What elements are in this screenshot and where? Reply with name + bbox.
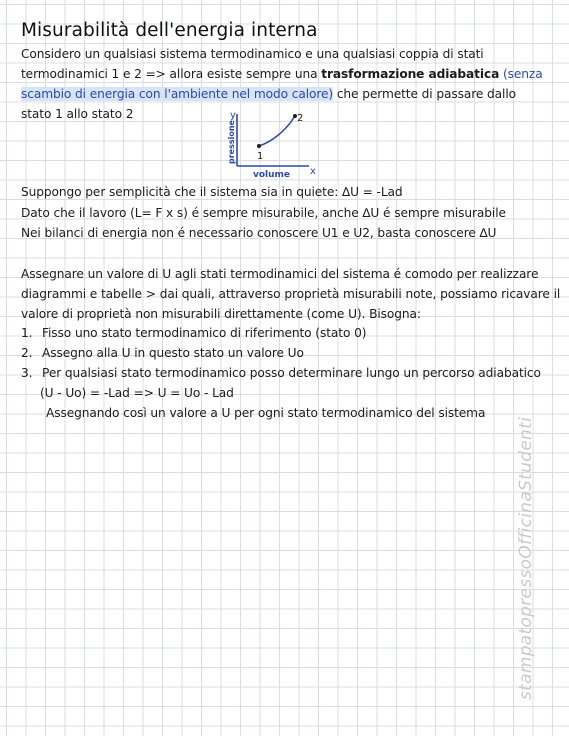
- y-axis-letter: y: [230, 110, 236, 121]
- list-item: [21, 365, 541, 381]
- list-item: [21, 325, 366, 341]
- intro-line-1: Considero un qualsiasi sistema termodinamico e una qualsiasi coppia di stati: [21, 47, 484, 61]
- list-item-text: Fisso uno stato termodinamico di riferimento (stato 0): [42, 326, 367, 340]
- adiabatic-term: trasformazione adiabatica: [321, 67, 500, 81]
- values-line-1: Assegnare un valore di U agli stati termodinamici del sistema é comodo per realizzare: [21, 267, 539, 281]
- page-title: Misurabilità dell'energia interna: [21, 20, 318, 41]
- list-item-number: 2.: [21, 346, 33, 360]
- intro-line-2-text: termodinamici 1 e 2 => allora esiste sempre una: [21, 67, 322, 81]
- highlighted-definition: scambio di energia con l'ambiente nel modo calore): [21, 87, 334, 101]
- adiabatic-curve: [259, 116, 295, 146]
- pressure-volume-graph: [225, 108, 335, 180]
- list-item: [21, 345, 304, 361]
- intro-line-4: stato 1 allo stato 2: [21, 107, 134, 121]
- balance-line-2: Dato che il lavoro (L= F x s) é sempre misurabile, anche ∆U é sempre misurabile: [21, 206, 506, 220]
- intro-paren-open: (senza: [499, 67, 543, 81]
- balance-line-1: Suppongo per semplicità che il sistema sia in quiete: ∆U = -Lad: [21, 185, 403, 199]
- x-axis-label: volume: [253, 170, 291, 180]
- values-line-3: valore di proprietà non misurabili direttamente (come U). Bisogna:: [21, 307, 421, 321]
- balance-line-3: Nei bilanci di energia non é necessario conoscere U1 e U2, basta conoscere ∆U: [21, 226, 497, 240]
- step-3-formula: (U - Uo) = -Lad => U = Uo - Lad: [40, 386, 234, 400]
- list-item-number: 3.: [21, 366, 33, 380]
- values-line-2: diagrammi e tabelle > dai quali, attraverso proprietà misurabili note, possiamo ricavare il: [21, 287, 561, 301]
- intro-line-2: [21, 66, 543, 82]
- point-1-label: 1: [257, 151, 264, 162]
- x-axis-letter: x: [310, 166, 316, 177]
- list-item-text: Assegno alla U in questo stato un valore Uo: [42, 346, 304, 360]
- intro-line-3-text: che permette di passare dallo: [333, 87, 516, 101]
- list-item-number: 1.: [21, 326, 33, 340]
- intro-line-3: [21, 86, 516, 102]
- point-2-label: 2: [297, 113, 304, 124]
- conclusion-line: Assegnando così un valore a U per ogni stato termodinamico del sistema: [46, 406, 486, 420]
- y-axis-label: pressione: [227, 120, 236, 164]
- point-1: [257, 144, 261, 148]
- list-item-text: Per qualsiasi stato termodinamico posso determinare lungo un percorso adiabatico: [42, 366, 541, 380]
- watermark: stampatopressoOfficinaStudenti: [516, 416, 536, 700]
